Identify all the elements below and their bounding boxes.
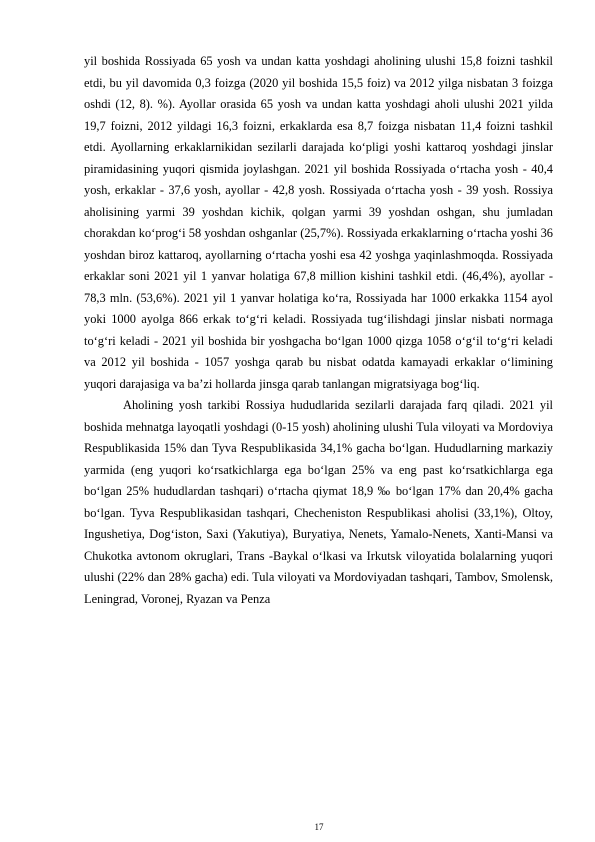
paragraph-1: yil boshida Rossiyada 65 yosh va undan katta yoshdagi aholining ulushi 15,8 foizni tashkil etdi, bu yil davomida 0,3 foizga (2020 yil boshida 15,5 foiz) va 2012 yilga nisbatan 3 foizga oshdi (12, 8). %). Ayollar orasida 65 yosh va undan katta yoshdagi aholi ulushi 2021 yilda 19,7 foizni, 2012 yildagi 16,3 foizni, erkaklarda esa 8,7 foizga nisbatan 11,4 foizni tashkil etdi. Ayollarning erkaklarnikidan sezilarli darajada ko‘pligi yoshi kattaroq yoshdagi jinslar piramidasining yuqori qismida joylashgan. 2021 yil boshida Rossiyada o‘rtacha yosh - 40,4 yosh, erkaklar - 37,6 yosh, ayollar - 42,8 yosh. Rossiyada o‘rtacha yosh - 39 yosh. Rossiya aholisining yarmi 39 yoshdan kichik, qolgan yarmi 39 yoshdan oshgan, shu jumladan chorakdan ko‘prog‘i 58 yoshdan oshganlar (25,7%). Rossiyada erkaklarning o‘rtacha yoshi 36 yoshdan biroz kattaroq, ayollarning o‘rtacha yoshi esa 42 yoshga yaqinlashmoqda. Rossiyada erkaklar soni 2021 yil 1 yanvar holatiga 67,8 million kishini tashkil etdi. (46,4%), ayollar - 78,3 mln. (53,6%). 2021 yil 1 yanvar holatiga ko‘ra, Rossiyada har 1000 erkakka 1154 ayol yoki 1000 ayolga 866 erkak to‘g‘ri keladi. Rossiyada tug‘ilishdagi jinslar nisbati normaga to‘g‘ri keladi - 2021 yil boshida bir yoshgacha bo‘lgan 1000 qizga 1058 o‘g‘il to‘g‘ri keladi va 2012 yil boshida - 1057 yoshga qarab bu nisbat odatda kamayadi erkaklar o‘limining yuqori darajasiga va ba’zi hollarda jinsga qarab tanlangan migratsiyaga bog‘liq. bbox=[84, 54, 553, 391]
page-number: 17 bbox=[314, 822, 324, 832]
body-text bbox=[84, 51, 553, 610]
paragraph-2: Aholining yosh tarkibi Rossiya hududlarida sezilarli darajada farq qiladi. 2021 yil boshida mehnatga layoqatli yoshdagi (0-15 yosh) aholining ulushi Tula viloyati va Mordoviya Respublikasida 15% dan Tyva Respublikasida 34,1% gacha bo‘lgan. Hududlarning markaziy yarmida (eng yuqori ko‘rsatkichlarga ega bo‘lgan 25% va eng past ko‘rsatkichlarga ega bo‘lgan 25% hududlardan tashqari) o‘rtacha qiymat 18,9 ‰ bo‘lgan 17% dan 20,4% gacha bo‘lgan. Tyva Respublikasidan tashqari, Checheniston Respublikasi aholisi (33,1%), Oltoy, Ingushetiya, Dog‘iston, Saxi (Yakutiya), Buryatiya, Nenets, Yamalo-Nenets, Xanti-Mansi va Chukotka avtonom okruglari, Trans -Baykal o‘lkasi va Irkutsk viloyatida bolalarning yuqori ulushi (22% dan 28% gacha) edi. Tula viloyati va Mordoviyadan tashqari, Tambov, Smolensk, Leningrad, Voronej, Ryazan va Penza bbox=[84, 398, 553, 606]
